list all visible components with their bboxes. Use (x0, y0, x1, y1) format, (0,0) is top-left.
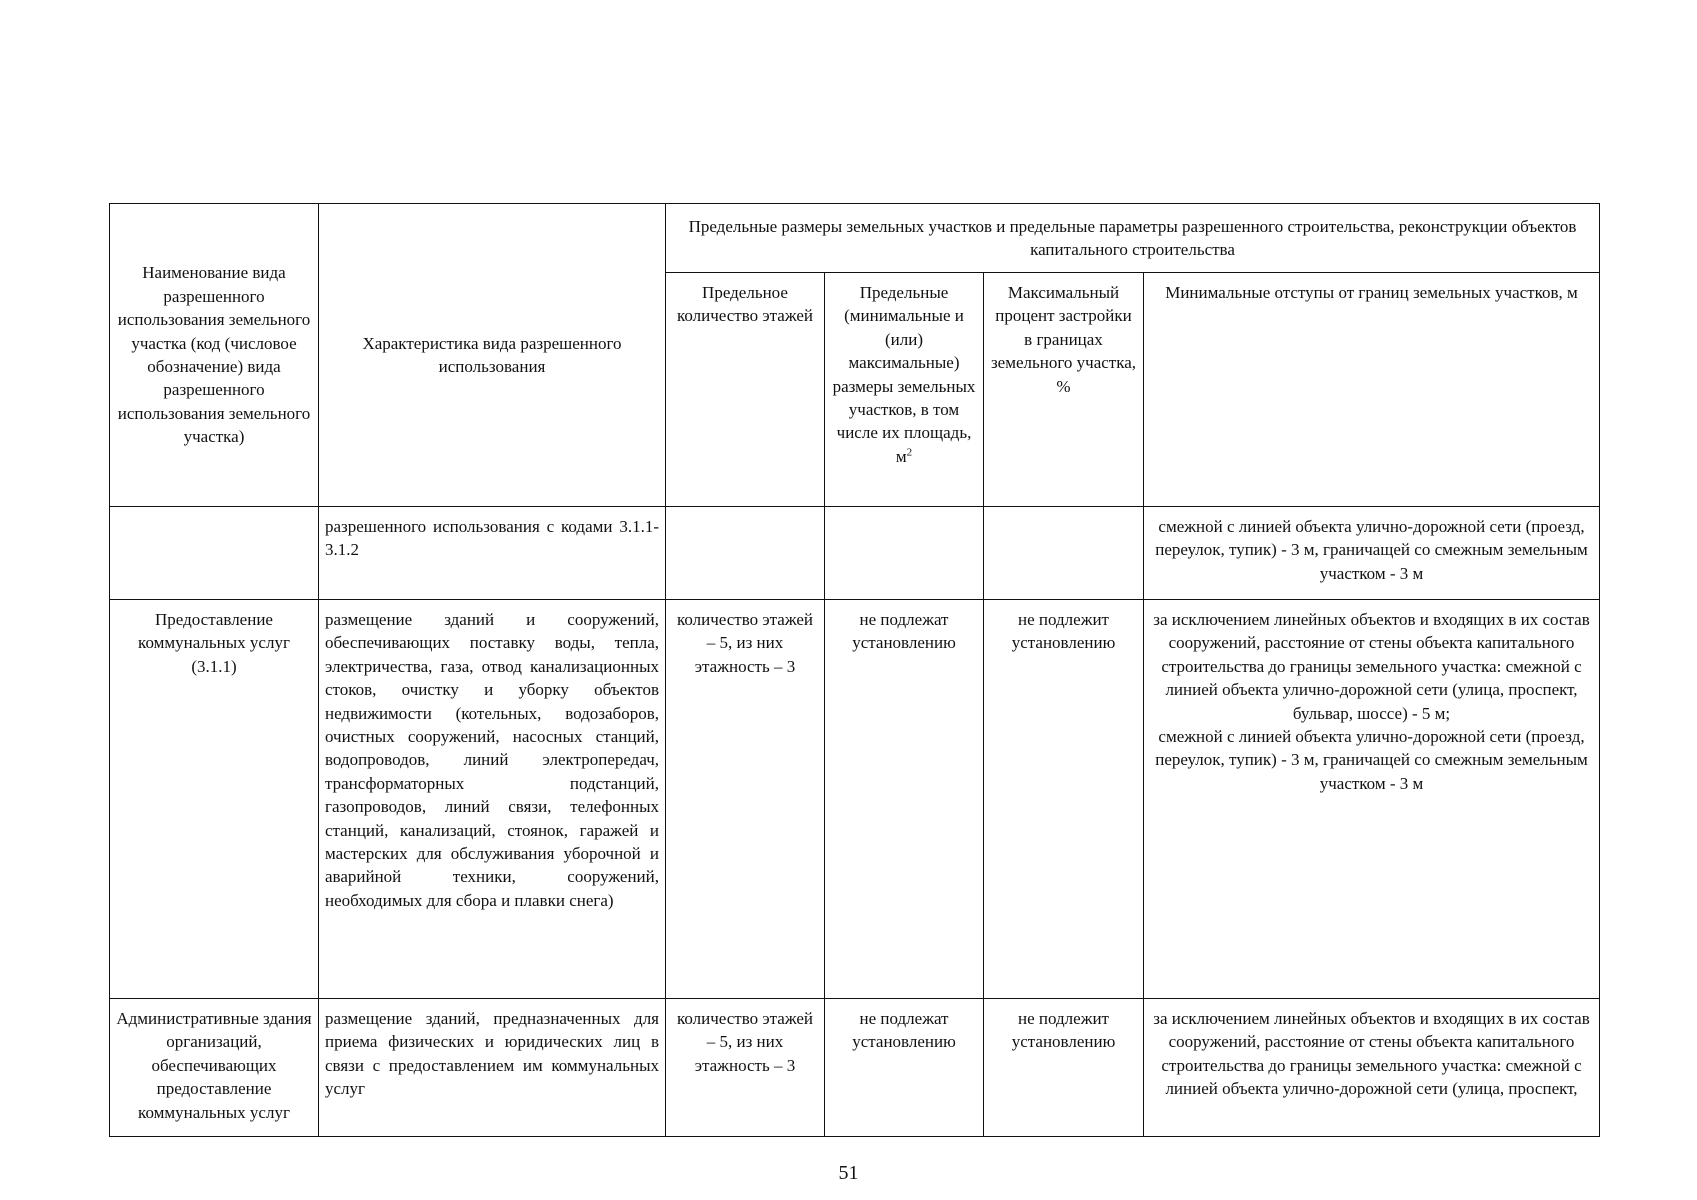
land-use-table (109, 203, 1600, 1137)
table-row (110, 999, 1600, 1137)
header-row-1 (110, 204, 1600, 273)
header-characteristic: Характеристика вида разрешенного использования (319, 204, 666, 507)
row-sizes: не подлежат установлению (825, 600, 984, 999)
row-name: Административные здания организаций, обеспечивающих предоставление коммунальных услуг (110, 999, 319, 1137)
row-setbacks: за исключением линейных объектов и входящих в их состав сооружений, расстояние от стены объекта капитального строительства до границы земельного участка: смежной с линией объекта улично-дорожной сети (улица, проспект, бульвар, шоссе) - 5 м; смежной с линией объекта улично-дорожной сети (проезд, переулок, тупик) - 3 м, граничащей со смежным земельным участком - 3 м (1144, 600, 1600, 999)
row-floors: количество этажей – 5, из них этажность – 3 (666, 600, 825, 999)
row-percent (984, 507, 1144, 600)
table-row (110, 507, 1600, 600)
row-percent: не подлежит установлению (984, 600, 1144, 999)
row-percent: не подлежит установлению (984, 999, 1144, 1137)
header-group-title: Предельные размеры земельных участков и предельные параметры разрешенного строительства, реконструкции объектов капитального строительства (666, 204, 1600, 273)
page-number: 51 (838, 1162, 859, 1184)
row-floors: количество этажей – 5, из них этажность – 3 (666, 999, 825, 1137)
header-setbacks: Минимальные отступы от границ земельных участков, м (1144, 273, 1600, 507)
row-name (110, 507, 319, 600)
row-floors (666, 507, 825, 600)
row-characteristic: разрешенного использования с кодами 3.1.1-3.1.2 (319, 507, 666, 600)
header-sizes-sup: 2 (906, 446, 913, 459)
row-setbacks: за исключением линейных объектов и входящих в их состав сооружений, расстояние от стены объекта капитального строительства до границы земельного участка: смежной с линией объекта улично-дорожной сети (улица, проспект, (1144, 999, 1600, 1137)
row-sizes (825, 507, 984, 600)
row-characteristic: размещение зданий и сооружений, обеспечивающих поставку воды, тепла, электричества, газа, отвод канализационных стоков, очистку и уборку объектов недвижимости (котельных, водозаборов, очистных сооружений, насосных станций, водопроводов, линий электропередач, трансформаторных подстанций, газопроводов, линий связи, телефонных станций, канализаций, стоянок, гаражей и мастерских для обслуживания уборочной и аварийной техники, сооружений, необходимых для сбора и плавки снега) (319, 600, 666, 999)
row-sizes: не подлежат установлению (825, 999, 984, 1137)
header-floors: Предельное количество этажей (666, 273, 825, 507)
row-setbacks: смежной с линией объекта улично-дорожной сети (проезд, переулок, тупик) - 3 м, граничащей со смежным земельным участком - 3 м (1144, 507, 1600, 600)
table-row (110, 600, 1600, 999)
header-sizes-text: Предельные (минимальные и (или) максимальные) размеры земельных участков, в том числе их площадь, м (832, 283, 976, 466)
header-name: Наименование вида разрешенного использования земельного участка (код (числовое обозначение) вида разрешенного использования земельного участка) (110, 204, 319, 507)
header-sizes (825, 273, 984, 507)
header-percent: Максимальный процент застройки в границах земельного участка, % (984, 273, 1144, 507)
row-characteristic: размещение зданий, предназначенных для приема физических и юридических лиц в связи с предоставлением им коммунальных услуг (319, 999, 666, 1137)
row-name: Предоставление коммунальных услуг (3.1.1) (110, 600, 319, 999)
